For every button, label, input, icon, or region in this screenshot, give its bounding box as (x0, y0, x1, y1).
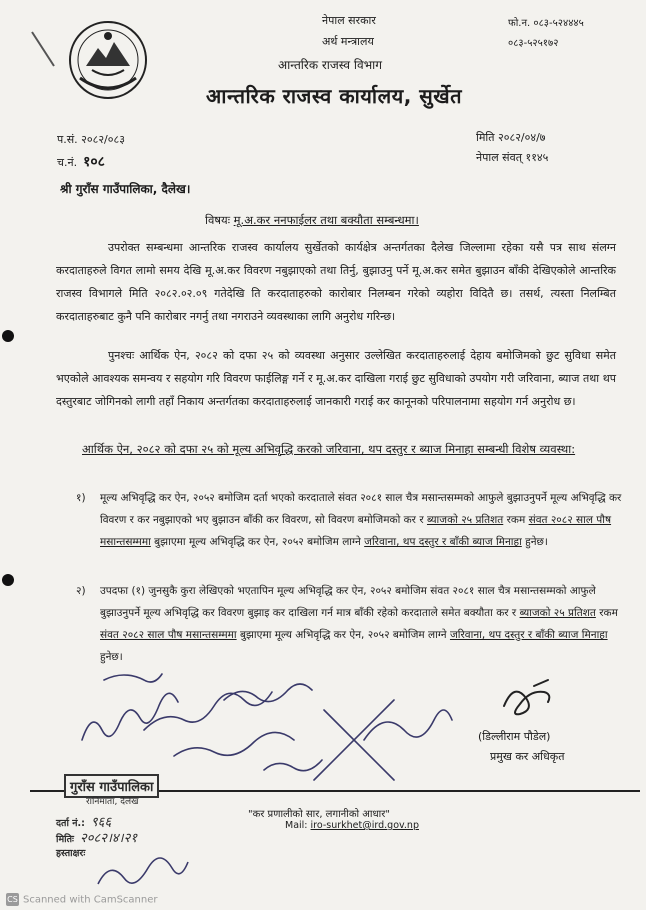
letter-date: मिति २०८२/०४/७ (476, 131, 546, 144)
signatory-name: (डिल्लीराम पौडेल) (478, 730, 551, 743)
stamp-signature-label: हस्ताक्षरः (56, 848, 86, 859)
list-item-number: २) (76, 585, 86, 597)
nepal-samvat: नेपाल संवत् ११४५ (476, 151, 549, 164)
office-title: आन्तरिक राजस्व कार्यालय, सुर्खेत (206, 84, 463, 108)
phone-number-2: ०८३-५२५१७२ (508, 38, 559, 49)
dispatch-number (57, 152, 105, 171)
camscanner-icon: CS (7, 895, 18, 904)
paragraph-1 (56, 236, 616, 328)
receipt-stamp (52, 770, 198, 910)
department-name: आन्तरिक राजस्व विभाग (278, 58, 383, 72)
ministry-name: अर्थ मन्त्रालय (322, 35, 374, 48)
mail-label: Mail: (285, 820, 308, 831)
stamp-org-name: गुराँस गाउँपालिका (64, 774, 159, 798)
list-item-text: उपदफा (१) जुनसुकै कुरा लेखिएको भएतापिन मूल्य अभिवृद्धि कर ऐन, २०५२ बमोजिम संवत २०८१ साल चैत्र मसान्तसम्मको आफुले बुझाउनुपर्ने मूल्य अभिवृद्धि कर विवरण बुझाइ कर दाखिला गर्न मात्र बाँकी रहेको करदाताले समेत बक्यौता कर र ब्याजको २५ प्रतिशत रकम संवत २०८२ साल पौष मसान्तसम्ममा बुझाएमा मूल्य अभिवृद्धि कर ऐन, २०५२ बमोजिम लाग्ने जरिवाना, थप दस्तुर र बाँकी ब्याज मिनाहा हुनेछ। (100, 585, 618, 663)
footer-mail (285, 820, 419, 831)
mail-address: iro-surkhet@ird.gov.np (310, 820, 419, 831)
subject-text: मू.अ.कर ननफाईलर तथा बक्यौता सम्बन्धमा। (233, 213, 419, 227)
paragraph-1-text: उपरोक्त सम्बन्धमा आन्तरिक राजस्व कार्यालय सुर्खेतको कार्यक्षेत्र अन्तर्गतका दैलेख जिल्लामा रहेका यसै पत्र साथ संलग्न करदाताहरुले विगत लामो समय देखि मू.अ.कर विवरण नबुझाएको तथा तिर्नु, बुझाउनु पर्ने मू.अ.कर समेत बुझाउन बाँकी देखिएकोले आन्तरिक राजस्व विभागले मिति २०८२.०२.०९ गतेदेखि ति करदाताहरुको कारोबार निलम्बन गरेको व्यहोरा विदितै छ। तसर्थ, त्यस्ता निलम्बित करदाताहरुबाट कुनै पनि कारोबार नगर्नु तथा नगराउने व्यवस्थाका लागि अनुरोध गरिन्छ। (56, 241, 616, 323)
signatory-title: प्रमुख कर अधिकृत (490, 750, 565, 763)
list-item-text: मूल्य अभिवृद्धि कर ऐन, २०५२ बमोजिम दर्ता भएको करदाताले संवत २०८१ साल चैत्र मसान्तसम्मको आफुले बुझाउनुपर्ने मूल्य अभिवृद्धि कर विवरण र कर नबुझाएको भए बुझाउन बाँकी कर विवरण, सो विवरण बमोजिमको कर र ब्याजको २५ प्रतिशत रकम संवत २०८२ साल पौष मसान्तसम्ममा बुझाएमा मूल्य अभिवृद्धि कर ऐन, २०५२ बमोजिम लाग्ने जरिवाना, थप दस्तुर र बाँकी ब्याज मिनाहा हुनेछ। (100, 492, 622, 548)
recipient: श्री गुराँस गाउँपालिका, दैलेख। (60, 182, 191, 196)
list-item-number: १) (76, 492, 86, 504)
government-emblem (66, 18, 150, 102)
paragraph-2-text: पुनश्चः आर्थिक ऐन, २०८२ को दफा २५ को व्यवस्था अनुसार उल्लेखित करदाताहरुलाई देहाय बमोजिमको छुट सुविधा समेत भएकोले आवश्यक समन्वय र सहयोग गरि विवरण फाईलिङ्ग गर्ने र मू.अ.कर दाखिला गराई छुट सुविधाको उपयोग गरी जरिवाना, ब्याज तथा थप दस्तुरबाट जोगिनको लागी तहाँ निकाय अन्तर्गतका करदाताहरुलाई जानकारी गराई कर कानूनको परिपालनामा सहयोग गर्न अनुरोध छ। (56, 349, 616, 408)
camscanner-watermark (6, 893, 158, 906)
stamp-registration: दर्ता नं.: ९६६ (56, 815, 112, 830)
dispatch-label: च.नं. (57, 156, 78, 169)
signature-mark (494, 676, 564, 726)
section-heading: आर्थिक ऐन, २०८२ को दफा २५ को मूल्य अभिवृद्धि करको जरिवाना, थप दस्तुर र ब्याज मिनाहा सम्बन्धी विशेष व्यवस्था: (82, 442, 576, 456)
dispatch-value: १०८ (83, 154, 105, 170)
footer-motto: "कर प्रणालीको सार, लगानीको आधार" (248, 809, 390, 820)
camscanner-text: Scanned with CamScanner (23, 894, 158, 906)
subject-label: विषयः (205, 213, 231, 227)
punch-hole-2 (2, 574, 14, 586)
punch-hole-1 (2, 330, 14, 342)
phone-number-1: फो.न. ०८३-५२४४४५ (508, 18, 584, 29)
stamp-address: रानिमाता, दैलेख (86, 797, 139, 807)
pen-mark (28, 30, 58, 70)
government-name: नेपाल सरकार (322, 14, 376, 27)
stamp-date: मितिः २०८२।४।२१ (56, 831, 138, 846)
letter-reference-number: प.सं. २०८२/०८३ (57, 133, 125, 146)
subject-line (205, 213, 419, 228)
paragraph-2 (56, 344, 616, 413)
